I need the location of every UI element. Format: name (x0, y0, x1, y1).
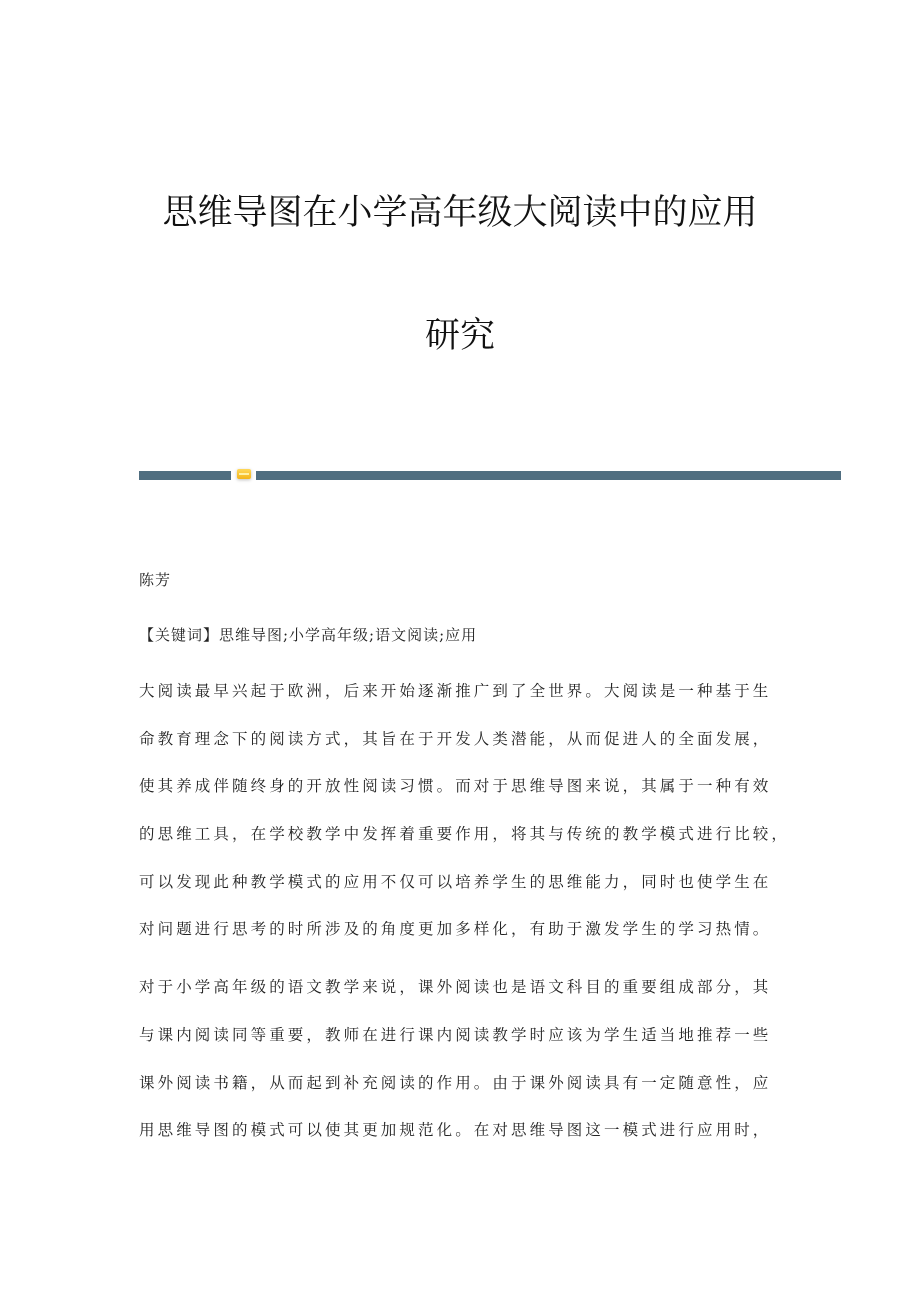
paragraph-line: 对问题进行思考的时所涉及的角度更加多样化，有助于激发学生的学习热情。 (139, 920, 772, 938)
paragraph-line: 命教育理念下的阅读方式，其旨在于开发人类潜能，从而促进人的全面发展， (139, 730, 772, 748)
paragraph-line: 课外阅读书籍，从而起到补充阅读的作用。由于课外阅读具有一定随意性，应 (139, 1074, 772, 1092)
divider-badge-icon (237, 469, 251, 479)
author-name: 陈芳 (139, 571, 172, 589)
paragraph-line: 大阅读最早兴起于欧洲，后来开始逐渐推广到了全世界。大阅读是一种基于生 (139, 682, 772, 700)
keywords-line: 【关键词】思维导图;小学高年级;语文阅读;应用 (139, 626, 478, 644)
paragraph-line: 与课内阅读同等重要，教师在进行课内阅读教学时应该为学生适当地推荐一些 (139, 1026, 772, 1044)
paragraph-line: 可以发现此种教学模式的应用不仅可以培养学生的思维能力，同时也使学生在 (139, 873, 772, 891)
paragraph-line: 对于小学高年级的语文教学来说，课外阅读也是语文科目的重要组成部分，其 (139, 978, 772, 996)
paragraph-line: 的思维工具，在学校教学中发挥着重要作用，将其与传统的教学模式进行比较， (139, 825, 791, 843)
divider-bar-left (139, 471, 231, 480)
document-title-line-1: 思维导图在小学高年级大阅读中的应用 (162, 193, 758, 233)
divider-bar-right (256, 471, 841, 480)
paragraph-line: 使其养成伴随终身的开放性阅读习惯。而对于思维导图来说，其属于一种有效 (139, 777, 772, 795)
document-title-line-2: 研究 (424, 316, 495, 356)
paragraph-line: 用思维导图的模式可以使其更加规范化。在对思维导图这一模式进行应用时， (139, 1121, 772, 1139)
